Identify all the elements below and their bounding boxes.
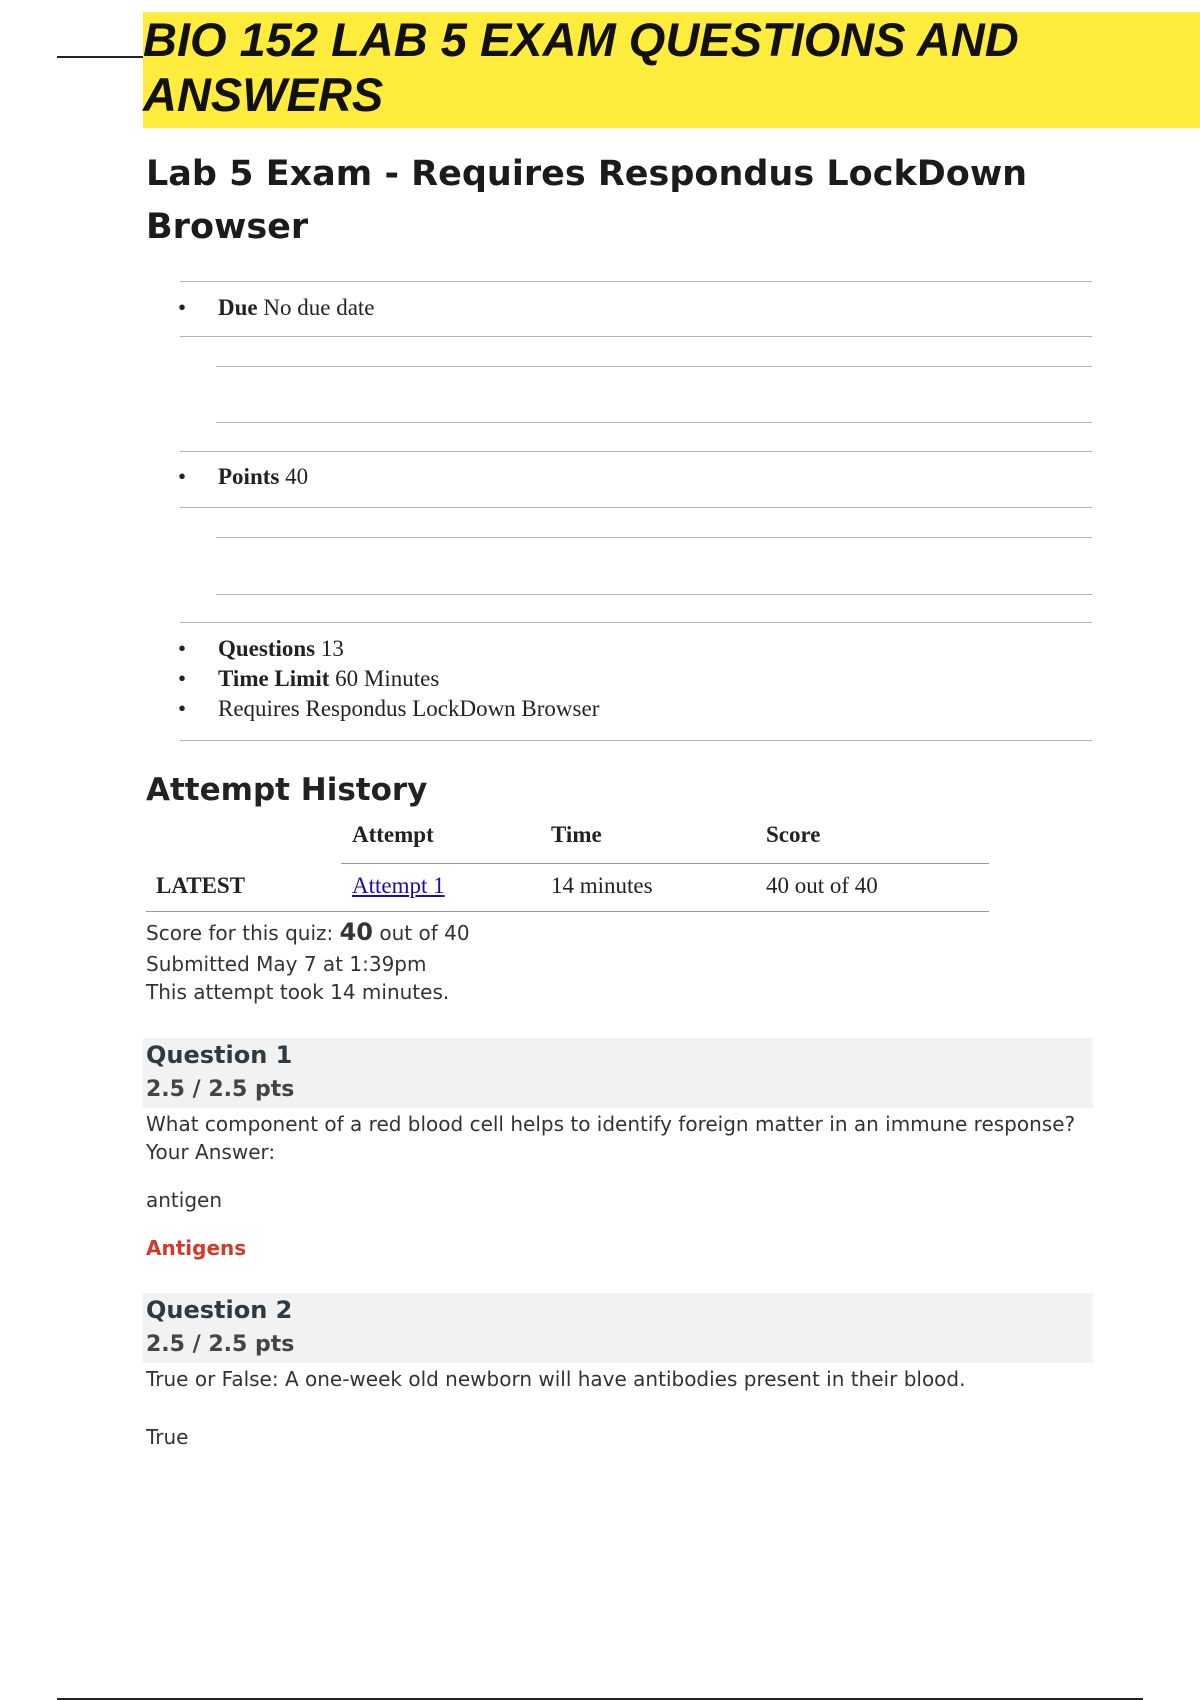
time-cell: 14 minutes — [551, 873, 653, 898]
column-header-attempt: Attempt — [352, 822, 434, 847]
table-row-divider — [146, 911, 989, 912]
attempt-link[interactable]: Attempt 1 — [352, 873, 445, 898]
question-1-points: 2.5 / 2.5 pts — [146, 1077, 295, 1102]
score-value: 40 — [339, 918, 374, 946]
latest-label: LATEST — [156, 873, 246, 898]
question-1-title: Question 1 — [146, 1041, 293, 1069]
bullet-icon: • — [178, 295, 187, 320]
detail-lockdown — [178, 696, 600, 722]
quiz-score-line — [146, 918, 470, 946]
divider — [180, 451, 1092, 452]
divider — [216, 594, 1092, 595]
table-header-divider — [341, 863, 989, 864]
header-rule — [57, 56, 145, 58]
duration-line: This attempt took 14 minutes. — [146, 980, 450, 1004]
detail-questions — [178, 636, 344, 662]
question-2-points: 2.5 / 2.5 pts — [146, 1332, 295, 1357]
bullet-icon: • — [178, 696, 187, 721]
question-2-text: True or False: A one-week old newborn will have antibodies present in their blood. — [146, 1367, 966, 1391]
question-1-answer: antigen — [146, 1188, 223, 1212]
due-value: No due date — [263, 295, 375, 320]
score-prefix: Score for this quiz: — [146, 921, 334, 945]
submitted-line: Submitted May 7 at 1:39pm — [146, 952, 427, 976]
divider — [216, 366, 1092, 367]
divider — [180, 336, 1092, 337]
detail-due — [178, 295, 375, 321]
due-label: Due — [218, 295, 258, 320]
column-header-score: Score — [766, 822, 821, 847]
attempt-history-heading: Attempt History — [146, 772, 428, 808]
divider — [216, 537, 1092, 538]
divider — [216, 422, 1092, 423]
score-cell: 40 out of 40 — [766, 873, 878, 898]
attempt-cell — [352, 873, 445, 899]
column-header-time: Time — [551, 822, 602, 847]
time-limit-label: Time Limit — [218, 666, 330, 691]
detail-points — [178, 464, 309, 490]
your-answer-label: Your Answer: — [146, 1140, 276, 1164]
divider — [180, 507, 1092, 508]
bullet-icon: • — [178, 464, 187, 489]
questions-value: 13 — [320, 636, 344, 661]
divider — [180, 622, 1092, 623]
points-value: 40 — [285, 464, 309, 489]
question-1-correct-answer: Antigens — [146, 1236, 247, 1260]
detail-time-limit — [178, 666, 440, 692]
time-limit-value: 60 Minutes — [335, 666, 440, 691]
score-suffix: out of 40 — [379, 921, 470, 945]
document-title: BIO 152 LAB 5 EXAM QUESTIONS AND ANSWERS — [143, 13, 1019, 121]
bullet-icon: • — [178, 636, 187, 661]
questions-label: Questions — [218, 636, 316, 661]
points-label: Points — [218, 464, 280, 489]
bullet-icon: • — [178, 666, 187, 691]
lockdown-note: Requires Respondus LockDown Browser — [218, 696, 600, 721]
exam-subtitle: Lab 5 Exam - Requires Respondus LockDown Browser — [146, 154, 1028, 247]
divider — [180, 740, 1092, 741]
divider — [180, 281, 1092, 282]
question-1-text: What component of a red blood cell helps to identify foreign matter in an immune response? — [146, 1112, 1076, 1136]
question-2-answer: True — [146, 1425, 189, 1449]
question-2-title: Question 2 — [146, 1296, 293, 1324]
